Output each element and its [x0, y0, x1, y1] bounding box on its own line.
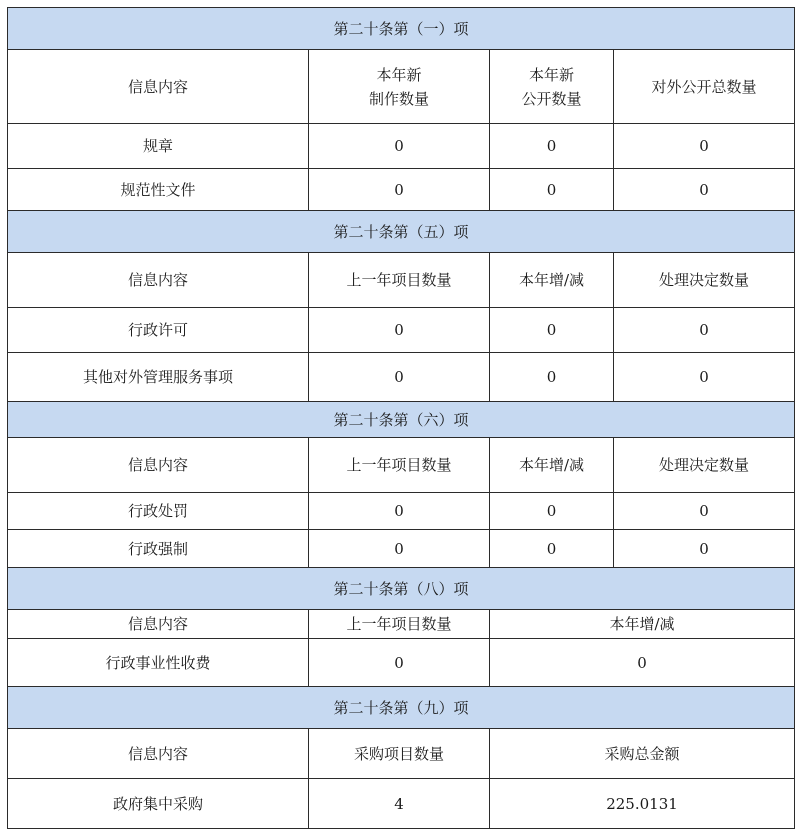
row-label: 行政许可	[8, 308, 309, 353]
table-row	[8, 353, 795, 402]
section-header-row	[8, 568, 795, 610]
column-header-row	[8, 610, 795, 639]
cell-value: 0	[309, 124, 490, 169]
table-row	[8, 308, 795, 353]
section-header-row	[8, 8, 795, 50]
table-row	[8, 124, 795, 169]
cell-value: 0	[309, 493, 490, 530]
row-label: 行政事业性收费	[8, 639, 309, 687]
column-header-row	[8, 438, 795, 493]
header-purchase-count: 采购项目数量	[309, 729, 490, 779]
header-total-public-count: 对外公开总数量	[614, 50, 795, 124]
cell-value: 0	[614, 493, 795, 530]
cell-value: 0	[490, 308, 614, 353]
cell-value: 0	[309, 169, 490, 211]
table-row	[8, 493, 795, 530]
cell-value: 225.0131	[490, 779, 795, 829]
disclosure-table	[7, 7, 795, 829]
column-header-row	[8, 50, 795, 124]
header-prev-year-count: 上一年项目数量	[309, 438, 490, 493]
header-line: 公开数量	[521, 89, 582, 108]
header-change: 本年增/减	[490, 438, 614, 493]
cell-value: 0	[490, 353, 614, 402]
section-title-9: 第二十条第（九）项	[8, 687, 795, 729]
header-prev-year-count: 上一年项目数量	[309, 253, 490, 308]
header-new-made-count	[309, 50, 490, 124]
header-info-content: 信息内容	[8, 610, 309, 639]
column-header-row	[8, 729, 795, 779]
header-new-public-count	[490, 50, 614, 124]
section-header-row	[8, 687, 795, 729]
header-line: 本年新	[528, 65, 574, 84]
cell-value: 0	[614, 124, 795, 169]
cell-value: 0	[614, 308, 795, 353]
cell-value: 0	[490, 639, 795, 687]
cell-value: 0	[490, 530, 614, 568]
row-label: 规范性文件	[8, 169, 309, 211]
header-info-content: 信息内容	[8, 438, 309, 493]
header-purchase-amount: 采购总金额	[490, 729, 795, 779]
cell-value: 4	[309, 779, 490, 829]
header-info-content: 信息内容	[8, 729, 309, 779]
header-line: 本年新	[376, 65, 422, 84]
header-prev-year-count: 上一年项目数量	[309, 610, 490, 639]
cell-value: 0	[490, 169, 614, 211]
column-header-row	[8, 253, 795, 308]
cell-value: 0	[309, 308, 490, 353]
header-change: 本年增/减	[490, 253, 614, 308]
row-label: 其他对外管理服务事项	[8, 353, 309, 402]
section-header-row	[8, 211, 795, 253]
section-title-8: 第二十条第（八）项	[8, 568, 795, 610]
cell-value: 0	[490, 124, 614, 169]
section-title-5: 第二十条第（五）项	[8, 211, 795, 253]
cell-value: 0	[614, 530, 795, 568]
cell-value: 0	[309, 530, 490, 568]
row-label: 规章	[8, 124, 309, 169]
header-decision-count: 处理决定数量	[614, 438, 795, 493]
row-label: 行政强制	[8, 530, 309, 568]
table-row	[8, 169, 795, 211]
table-row	[8, 530, 795, 568]
header-change: 本年增/减	[490, 610, 795, 639]
header-info-content: 信息内容	[8, 253, 309, 308]
cell-value: 0	[490, 493, 614, 530]
section-header-row	[8, 402, 795, 438]
header-line: 制作数量	[368, 89, 429, 108]
cell-value: 0	[614, 353, 795, 402]
cell-value: 0	[614, 169, 795, 211]
row-label: 行政处罚	[8, 493, 309, 530]
cell-value: 0	[309, 639, 490, 687]
section-title-6: 第二十条第（六）项	[8, 402, 795, 438]
section-title-1: 第二十条第（一）项	[8, 8, 795, 50]
header-decision-count: 处理决定数量	[614, 253, 795, 308]
cell-value: 0	[309, 353, 490, 402]
table-row	[8, 639, 795, 687]
header-info-content: 信息内容	[8, 50, 309, 124]
row-label: 政府集中采购	[8, 779, 309, 829]
table-row	[8, 779, 795, 829]
